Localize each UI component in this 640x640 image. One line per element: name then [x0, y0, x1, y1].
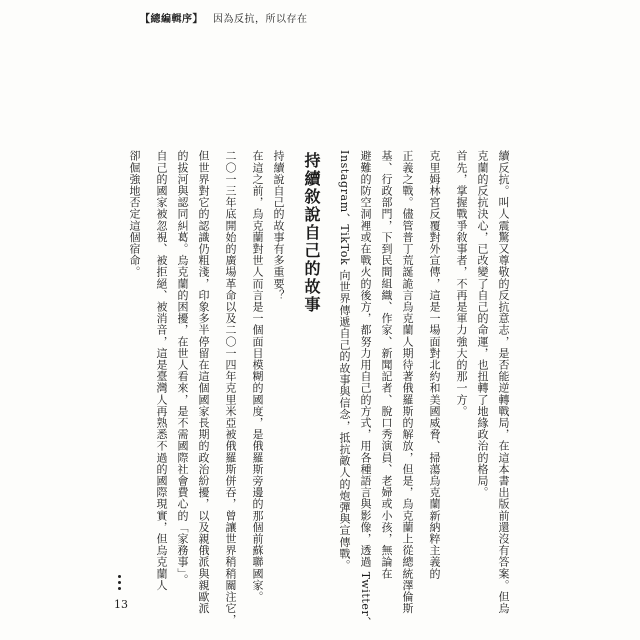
section-heading: 持續敘說自己的故事: [302, 152, 321, 314]
chapter-title: 因為反抗，所以存在: [213, 14, 308, 25]
running-header: [140, 10, 308, 25]
text-column: 續反抗。叫人震驚又尊敬的反抗意志，是否能逆轉戰局，在這本書出版前還沒有答案。但烏: [497, 150, 510, 614]
text-column: 首先，掌握戰爭敘事者，不再是軍力強大的那一方。: [455, 150, 468, 417]
text-column: 卻倔強地否定這個宿命。: [128, 150, 141, 278]
folio-ornament: [118, 575, 121, 590]
text-column: 在這之前，烏克蘭對世人而言是一個面目模糊的國度，是俄羅斯旁邊的那個前蘇聯國家。: [251, 150, 264, 603]
dot-ornament: [118, 575, 121, 578]
page-number: 13: [114, 598, 128, 611]
text-column: 克里姆林宮反覆對外宣傳，這是一場面對北約和美國威脅、掃蕩烏克蘭新納粹主義的: [428, 150, 441, 580]
text-column: 克蘭的反抗決心，已改變了自己的命運，也扭轉了地緣政治的格局。: [476, 150, 489, 498]
dot-ornament: [118, 587, 121, 590]
series-label: 【總編輯序】: [140, 14, 203, 25]
vertical-text-body: [127, 150, 510, 628]
text-column: 但世界對它的認識仍粗淺，印象多半停留在這個國家長期的政治紛擾，以及親俄派與親歐派: [197, 150, 210, 614]
text-column: 基、行政部門，下到民間組織、作家、新聞記者、脫口秀演員、老婦或小孩，無論在: [380, 150, 393, 580]
text-column: 正義之戰。儘管普丁荒誕詭言烏克蘭人期待著俄羅斯的解放，但是，烏克蘭上從總統澤倫斯: [401, 150, 414, 614]
dot-ornament: [118, 581, 121, 584]
text-column: 避難的防空洞裡或在戰火的後方，都努力用自己的方式，用各種語言與影像，透過 Twitter、: [359, 150, 372, 628]
text-column: Instagram、TikTok 向世界傳遞自己的故事與信念，抵抗敵人的炮彈與宣傳戰。: [338, 150, 351, 571]
text-column: 持續說自己的故事有多重要？: [272, 150, 285, 301]
text-column: 的拔河與認同糾葛。烏克蘭的困擾，在世人看來，是不需國際社會費心的「家務事」。: [176, 150, 189, 586]
text-column: 自己的國家被忽視、被拒絕、被消音，這是臺灣人再熟悉不過的國際現實，但烏克蘭人: [155, 150, 168, 591]
text-column: 二〇一三年底開始的廣場革命以及二〇一四年克里米亞被俄羅斯併吞，曾讓世界稍稍關注它，: [224, 150, 237, 626]
